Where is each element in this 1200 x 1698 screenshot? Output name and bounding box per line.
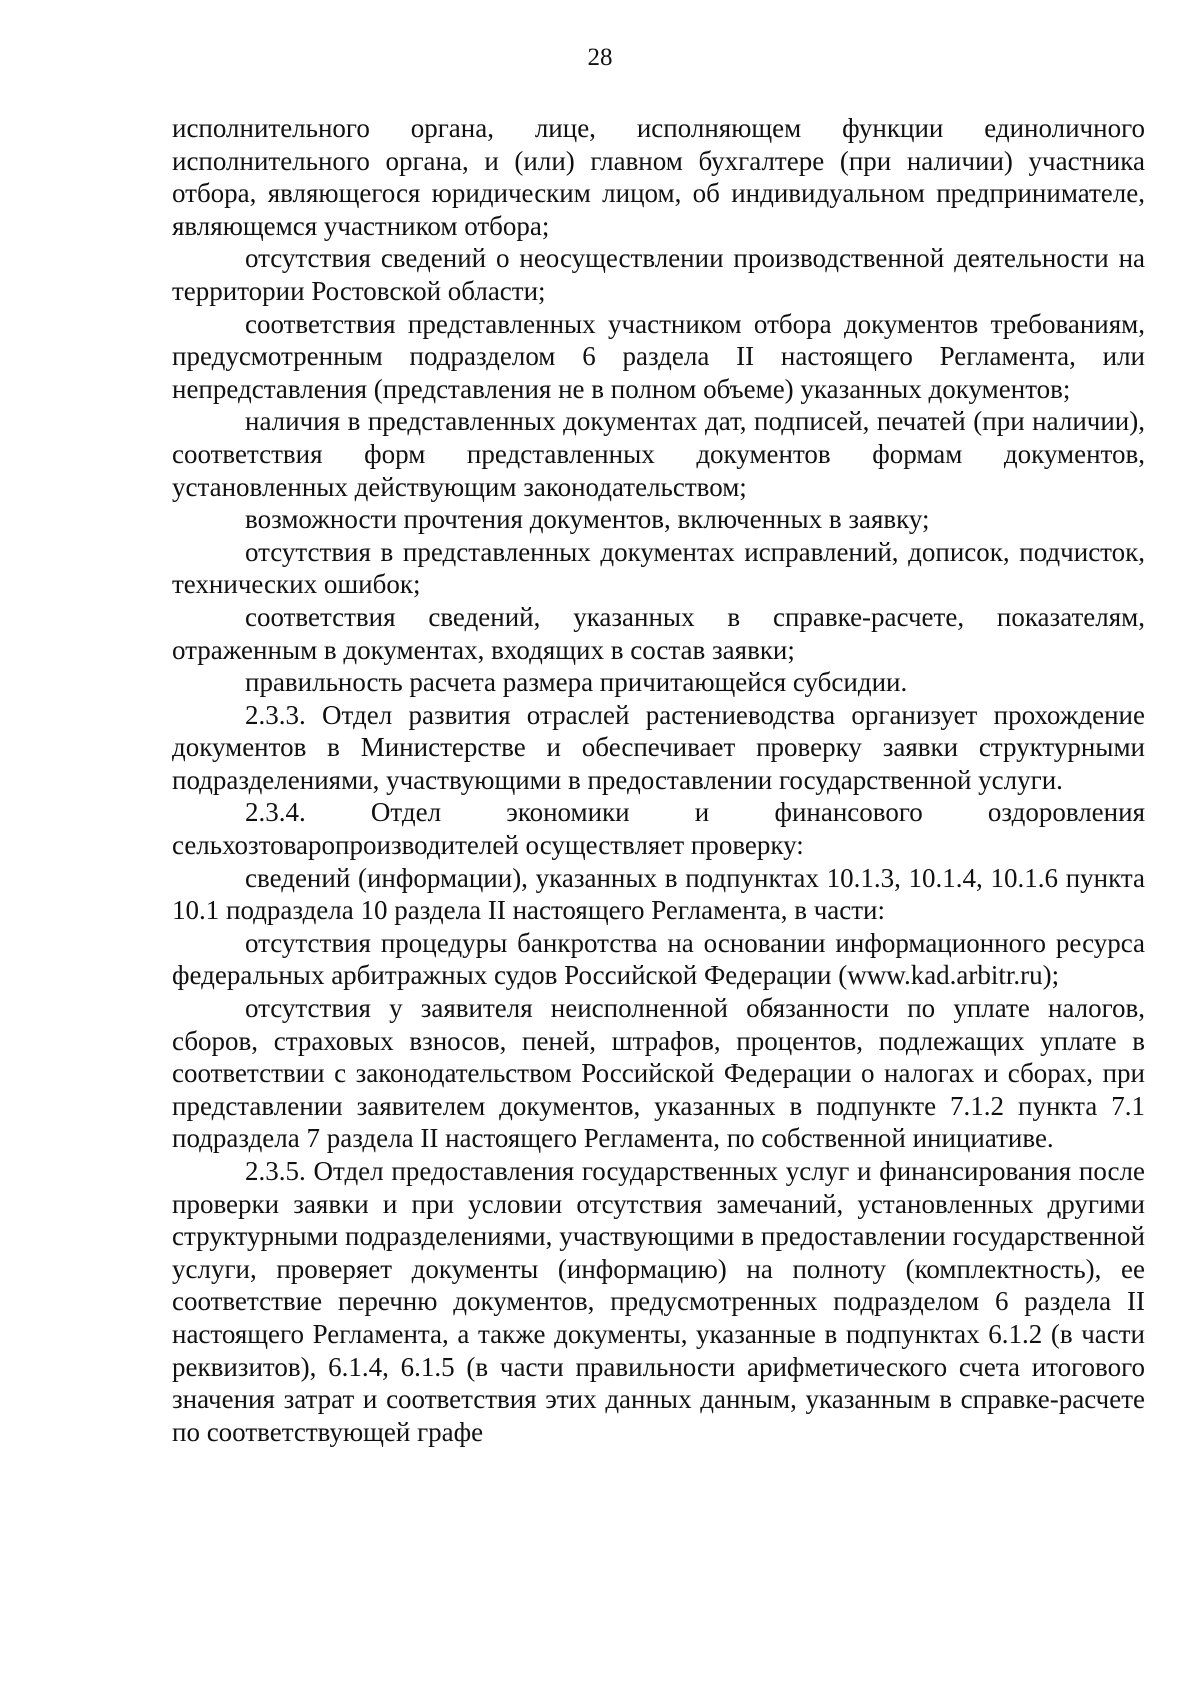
- paragraph: отсутствия в представленных документах исправлений, дописок, подчисток, технических ошибок;: [172, 536, 1145, 600]
- document-body: [172, 112, 1145, 1448]
- paragraph: отсутствия у заявителя неисполненной обязанности по уплате налогов, сборов, страховых взносов, пеней, штрафов, процентов, подлежащих уплате в соответствии с законодательством Российской Федерации о налогах и сборах, при представлении заявителем документов, указанных в подпункте 7.1.2 пункта 7.1 подраздела 7 раздела II настоящего Регламента, по собственной инициативе.: [172, 993, 1145, 1154]
- paragraph: 2.3.4. Отдел экономики и финансового оздоровления сельхозтоваропроизводителей осуществляет проверку:: [172, 797, 1145, 861]
- paragraph: сведений (информации), указанных в подпунктах 10.1.3, 10.1.4, 10.1.6 пункта 10.1 подраздела 10 раздела II настоящего Регламента, в части:: [172, 862, 1145, 926]
- paragraph: соответствия представленных участником отбора документов требованиям, предусмотренным подразделом 6 раздела II настоящего Регламента, или непредставления (представления не в полном объеме) указанных документов;: [172, 308, 1145, 404]
- paragraph: отсутствия процедуры банкротства на основании информационного ресурса федеральных арбитражных судов Российской Федерации (www.kad.arbitr.ru);: [172, 927, 1145, 991]
- paragraph: 2.3.5. Отдел предоставления государственных услуг и финансирования после проверки заявки и при условии отсутствия замечаний, установленных другими структурными подразделениями, участвующими в предоставлении государственной услуги, проверяет документы (информацию) на полноту (комплектность), ее соответствие перечню документов, предусмотренных подразделом 6 раздела II настоящего Регламента, а также документы, указанные в подпунктах 6.1.2 (в части реквизитов), 6.1.4, 6.1.5 (в части правильности арифметического счета итогового значения затрат и соответствия этих данных данным, указанным в справке-расчете по соответствующей графе: [172, 1156, 1145, 1447]
- paragraph: наличия в представленных документах дат, подписей, печатей (при наличии), соответствия форм представленных документов формам документов, установленных действующим законодательством;: [172, 406, 1145, 502]
- paragraph: соответствия сведений, указанных в справке-расчете, показателям, отраженным в документах, входящих в состав заявки;: [172, 601, 1145, 665]
- paragraph: отсутствия сведений о неосуществлении производственной деятельности на территории Ростовской области;: [172, 243, 1145, 306]
- paragraph: 2.3.3. Отдел развития отраслей растениеводства организует прохождение документов в Министерстве и обеспечивает проверку заявки структурными подразделениями, участвующими в предоставлении государственной услуги.: [172, 699, 1145, 795]
- paragraph: правильность расчета размера причитающейся субсидии.: [245, 667, 908, 698]
- page-number: 28: [587, 44, 613, 71]
- paragraph: возможности прочтения документов, включенных в заявку;: [245, 504, 930, 535]
- paragraph: исполнительного органа, лице, исполняющем функции единоличного исполнительного органа, и (или) главном бухгалтере (при наличии) участника отбора, являющегося юридическим лицом, об индивидуальном предпринимателе, являющемся участником отбора;: [172, 113, 1145, 241]
